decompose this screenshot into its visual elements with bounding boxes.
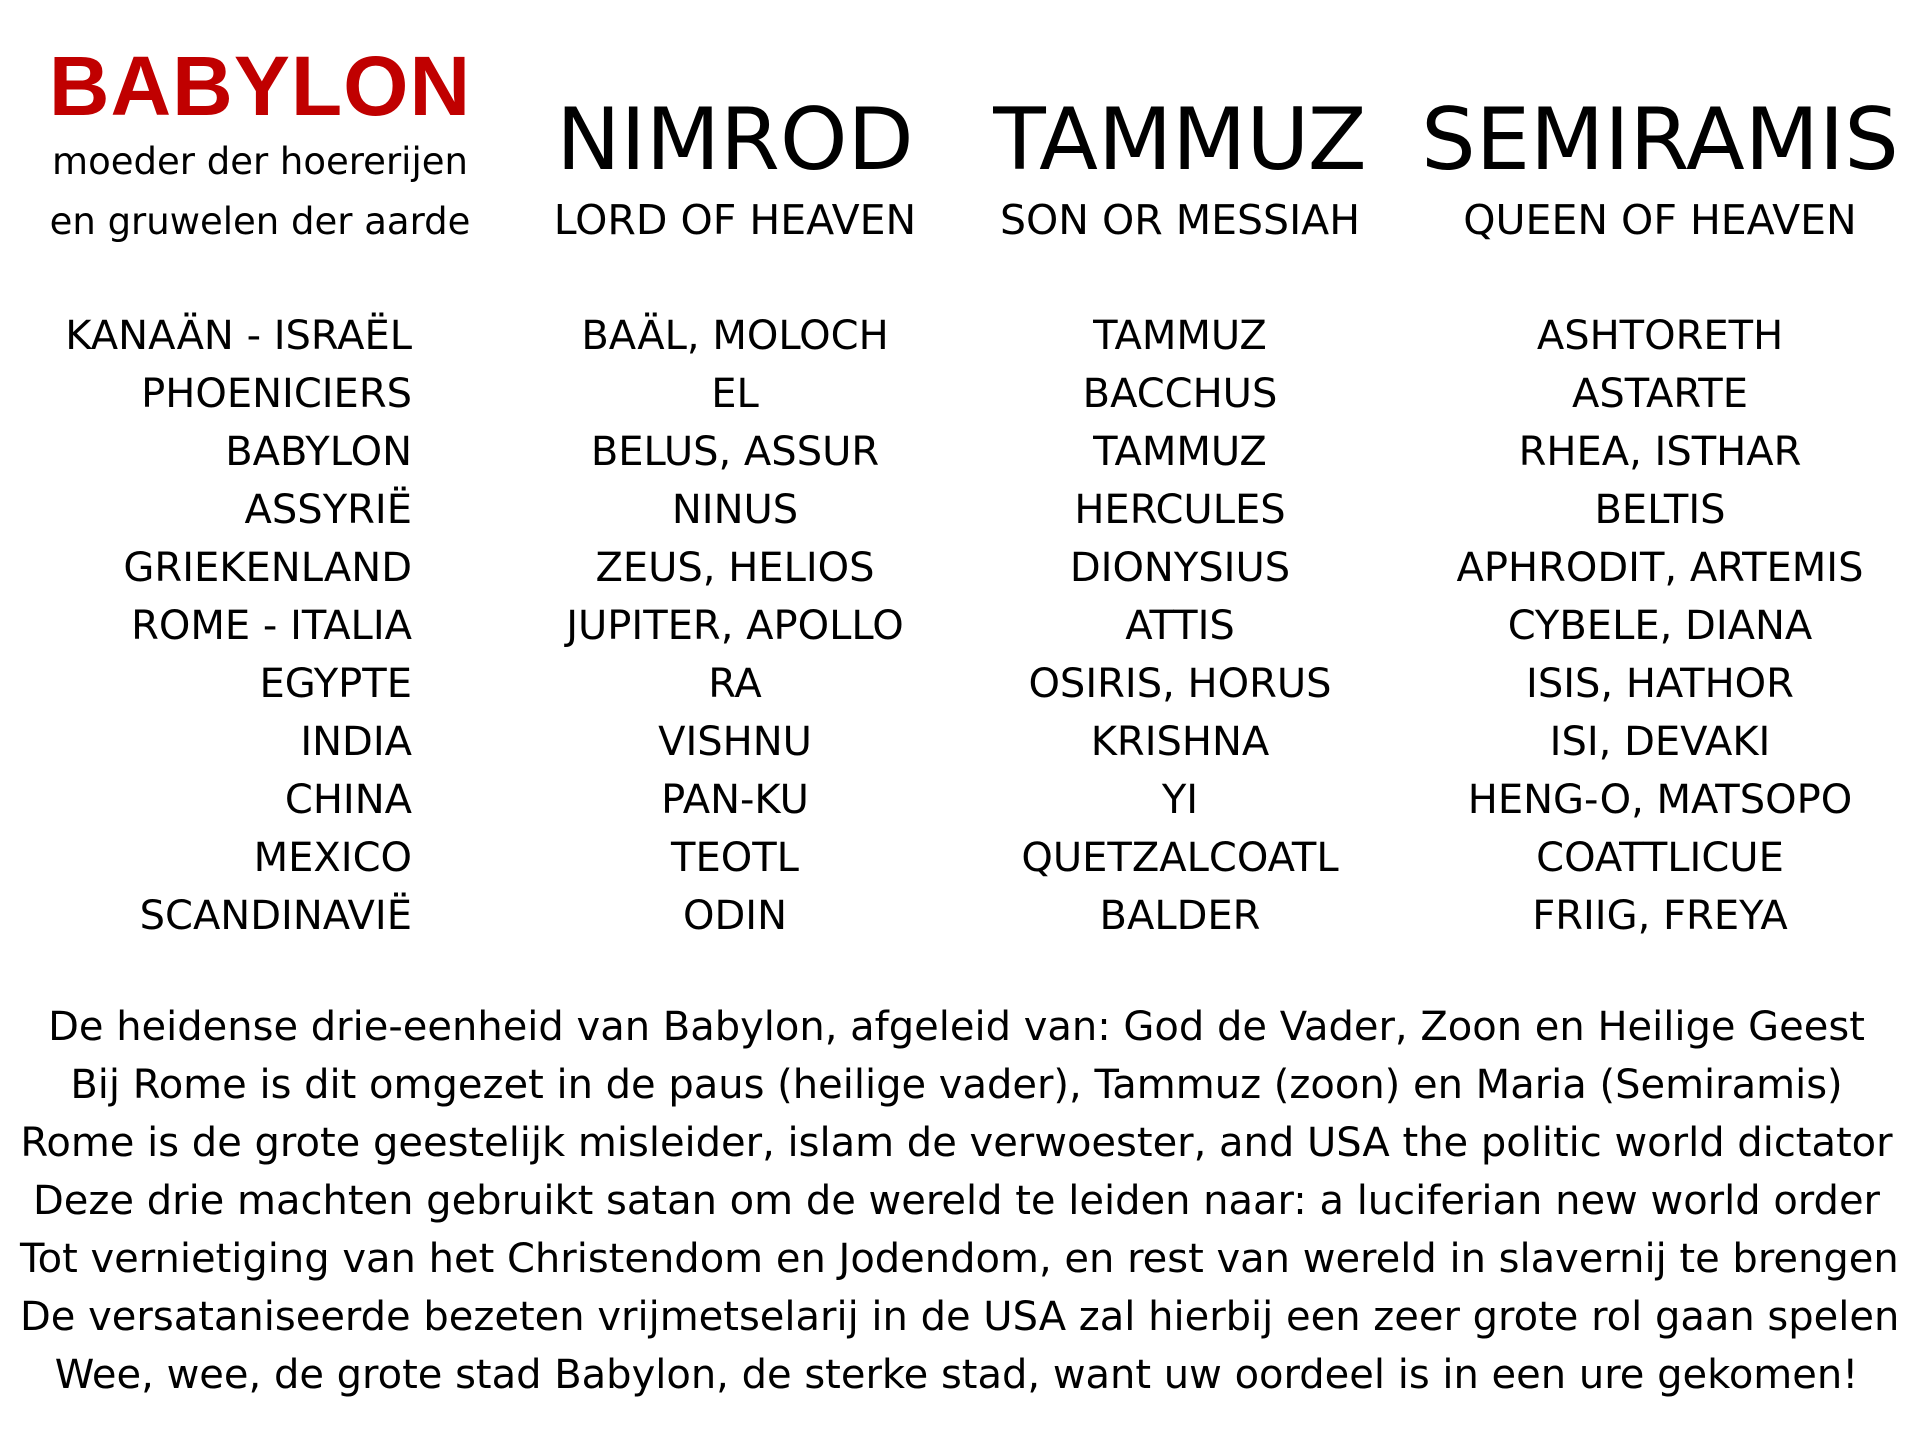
nimrod-cell: JUPITER, APOLLO <box>566 603 904 649</box>
subtitle-line-1: moeder der hoererijen <box>52 140 468 183</box>
footer-line: Wee, wee, de grote stad Babylon, de sterke stad, want uw oordeel is in een ure gekomen! <box>54 1352 1859 1398</box>
semiramis-cell: APHRODIT, ARTEMIS <box>1456 545 1864 591</box>
column-header-nimrod <box>540 90 930 250</box>
region-cell: KANAÄN - ISRAËL <box>65 313 412 359</box>
nimrod-cell: BAÄL, MOLOCH <box>581 313 889 359</box>
semiramis-cell: COATTLICUE <box>1536 835 1784 881</box>
region-cell: GRIEKENLAND <box>123 545 412 591</box>
region-cell: ASSYRIË <box>244 487 412 533</box>
semiramis-cell: RHEA, ISTHAR <box>1518 429 1802 475</box>
footer-text <box>20 998 1900 1404</box>
nimrod-cell: NINUS <box>671 487 799 533</box>
semiramis-cell: HENG-O, MATSOPO <box>1467 777 1853 823</box>
tammuz-cell: BACCHUS <box>1082 371 1278 417</box>
semiramis-cell: BELTIS <box>1594 487 1726 533</box>
semiramis-cell: ASHTORETH <box>1536 313 1784 359</box>
page-title: BABYLON <box>48 39 472 133</box>
table-row <box>0 655 1913 713</box>
tammuz-cell: QUETZALCOATL <box>1021 835 1339 881</box>
region-cell: ROME - ITALIA <box>131 603 412 649</box>
tammuz-cell: BALDER <box>1099 893 1261 939</box>
tammuz-cell: YI <box>1161 777 1199 823</box>
footer-line: De heidense drie-eenheid van Babylon, afgeleid van: God de Vader, Zoon en Heilige Geest <box>48 1004 1865 1050</box>
semiramis-cell: FRIIG, FREYA <box>1532 893 1788 939</box>
table-row <box>0 713 1913 771</box>
column-name: TAMMUZ <box>993 90 1367 190</box>
nimrod-cell: RA <box>708 661 762 707</box>
tammuz-cell: OSIRIS, HORUS <box>1028 661 1332 707</box>
footer-line: Deze drie machten gebruikt satan om de wereld te leiden naar: a luciferian new world order <box>33 1178 1880 1224</box>
table-row <box>0 887 1913 945</box>
region-cell: SCANDINAVIË <box>139 893 412 939</box>
subtitle-line-2: en gruwelen der aarde <box>49 200 471 243</box>
table-row <box>0 829 1913 887</box>
table-row <box>0 365 1913 423</box>
footer-line: De versataniseerde bezeten vrijmetselarij in de USA zal hierbij een zeer grote rol gaan spelen <box>20 1294 1900 1340</box>
column-header-tammuz <box>980 90 1380 250</box>
region-cell: BABYLON <box>225 429 412 475</box>
tammuz-cell: HERCULES <box>1074 487 1286 533</box>
column-title: QUEEN OF HEAVEN <box>1463 196 1857 244</box>
semiramis-cell: CYBELE, DIANA <box>1507 603 1813 649</box>
table-row <box>0 539 1913 597</box>
tammuz-cell: ATTIS <box>1125 603 1235 649</box>
region-cell: INDIA <box>300 719 412 765</box>
tammuz-cell: DIONYSIUS <box>1069 545 1291 591</box>
tammuz-cell: TAMMUZ <box>1093 313 1267 359</box>
table-row <box>0 481 1913 539</box>
footer-line: Tot vernietiging van het Christendom en Jodendom, en rest van wereld in slavernij te brengen <box>20 1236 1899 1282</box>
nimrod-cell: EL <box>711 371 759 417</box>
column-title: SON OR MESSIAH <box>999 196 1361 244</box>
region-cell: CHINA <box>284 777 412 823</box>
column-name: SEMIRAMIS <box>1421 90 1899 190</box>
table-row <box>0 597 1913 655</box>
tammuz-cell: TAMMUZ <box>1093 429 1267 475</box>
semiramis-cell: ISI, DEVAKI <box>1549 719 1771 765</box>
table-row <box>0 307 1913 365</box>
column-title: LORD OF HEAVEN <box>553 196 917 244</box>
nimrod-cell: BELUS, ASSUR <box>590 429 880 475</box>
nimrod-cell: PAN-KU <box>661 777 809 823</box>
table-row <box>0 771 1913 829</box>
semiramis-cell: ISIS, HATHOR <box>1526 661 1794 707</box>
footer-line: Rome is de grote geestelijk misleider, islam de verwoester, and USA the politic world dictator <box>20 1120 1893 1166</box>
nimrod-cell: ODIN <box>682 893 787 939</box>
nimrod-cell: ZEUS, HELIOS <box>595 545 875 591</box>
nimrod-cell: VISHNU <box>658 719 812 765</box>
column-name: NIMROD <box>556 90 914 190</box>
deity-table <box>0 307 1913 945</box>
tammuz-cell: KRISHNA <box>1090 719 1270 765</box>
title-block <box>30 40 490 252</box>
column-header-semiramis <box>1420 90 1900 250</box>
semiramis-cell: ASTARTE <box>1571 371 1749 417</box>
table-row <box>0 423 1913 481</box>
region-cell: EGYPTE <box>259 661 412 707</box>
region-cell: PHOENICIERS <box>141 371 412 417</box>
region-cell: MEXICO <box>253 835 412 881</box>
footer-line: Bij Rome is dit omgezet in de paus (heilige vader), Tammuz (zoon) en Maria (Semiramis) <box>70 1062 1843 1108</box>
nimrod-cell: TEOTL <box>671 835 799 881</box>
